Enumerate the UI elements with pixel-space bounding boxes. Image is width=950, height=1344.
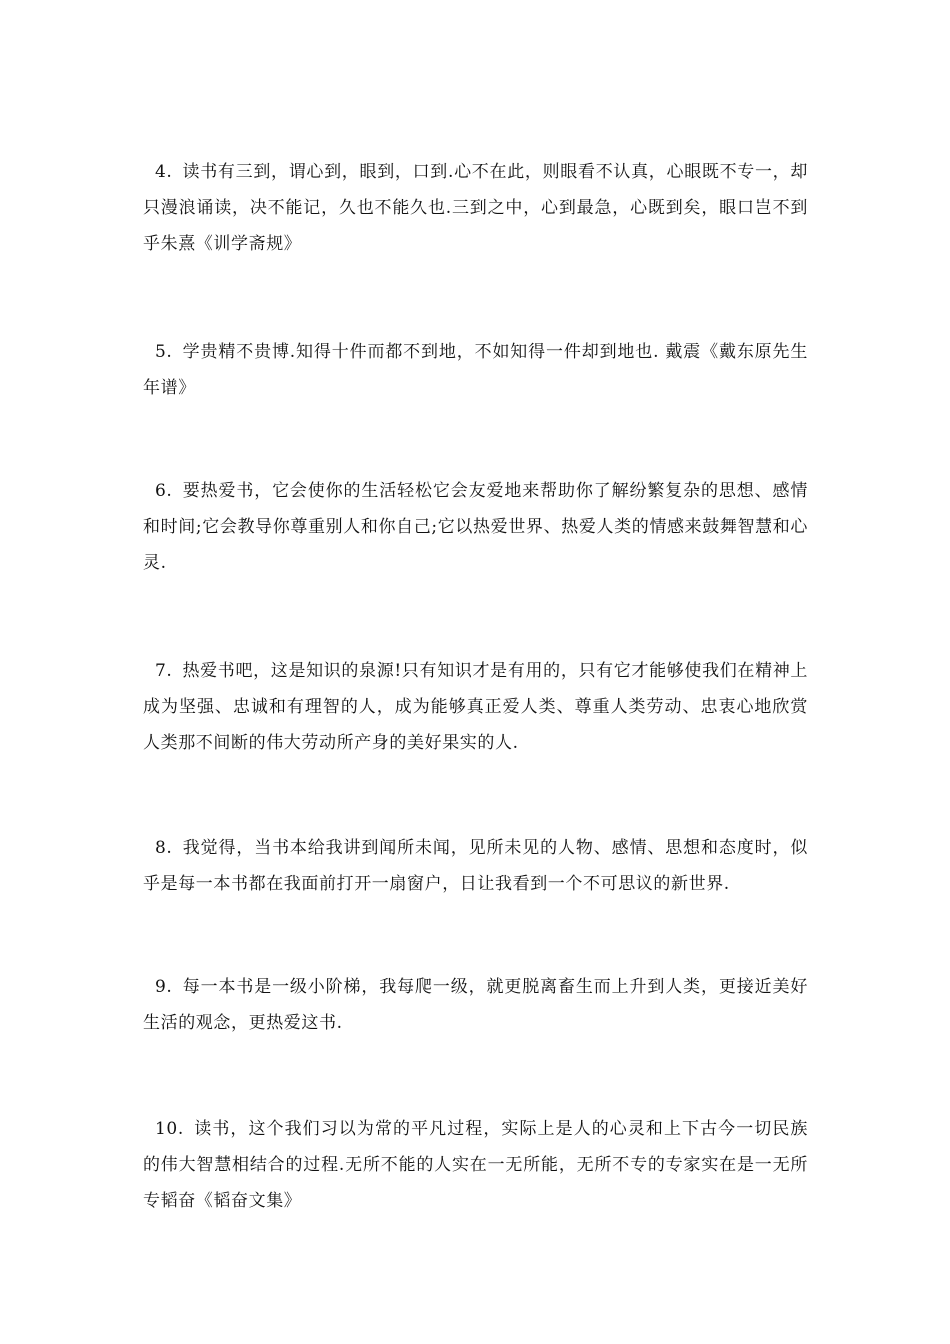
quote-paragraph-6 bbox=[143, 473, 808, 581]
quote-number: 5. bbox=[155, 342, 173, 362]
quote-text: 要热爱书，它会使你的生活轻松它会友爱地来帮助你了解纷繁复杂的思想、感情和时间;它会教导你尊重别人和你自己;它以热爱世界、热爱人类的情感来鼓舞智慧和心灵. bbox=[143, 481, 808, 573]
quote-text: 读书，这个我们习以为常的平凡过程，实际上是人的心灵和上下古今一切民族的伟大智慧相结合的过程.无所不能的人实在一无所能，无所不专的专家实在是一无所专韬奋《韬奋文集》 bbox=[143, 1119, 808, 1211]
quote-text: 读书有三到，谓心到，眼到，口到.心不在此，则眼看不认真，心眼既不专一，却只漫浪诵读，决不能记，久也不能久也.三到之中，心到最急，心既到矣，眼口岂不到乎朱熹《训学斋规》 bbox=[143, 162, 808, 254]
quote-number: 6. bbox=[155, 481, 173, 501]
quote-text: 学贵精不贵博.知得十件而都不到地，不如知得一件却到地也. 戴震《戴东原先生年谱》 bbox=[143, 342, 808, 398]
quote-text: 我觉得，当书本给我讲到闻所未闻，见所未见的人物、感情、思想和态度时，似乎是每一本书都在我面前打开一扇窗户，日让我看到一个不可思议的新世界. bbox=[143, 838, 808, 894]
quote-number: 10. bbox=[155, 1119, 184, 1139]
quote-paragraph-5 bbox=[143, 334, 808, 406]
quote-text: 热爱书吧，这是知识的泉源!只有知识才是有用的，只有它才能够使我们在精神上成为坚强、忠诚和有理智的人，成为能够真正爱人类、尊重人类劳动、忠衷心地欣赏人类那不间断的伟大劳动所产身的美好果实的人. bbox=[143, 661, 808, 753]
quote-paragraph-10 bbox=[143, 1111, 808, 1219]
quote-paragraph-8 bbox=[143, 830, 808, 902]
quote-paragraph-9 bbox=[143, 969, 808, 1041]
quote-paragraph-7 bbox=[143, 653, 808, 761]
quote-number: 4. bbox=[155, 162, 173, 182]
quote-number: 8. bbox=[155, 838, 173, 858]
quote-number: 9. bbox=[155, 977, 173, 997]
quote-text: 每一本书是一级小阶梯，我每爬一级，就更脱离畜生而上升到人类，更接近美好生活的观念，更热爱这书. bbox=[143, 977, 808, 1033]
quote-paragraph-4 bbox=[143, 154, 808, 262]
quote-number: 7. bbox=[155, 661, 173, 681]
